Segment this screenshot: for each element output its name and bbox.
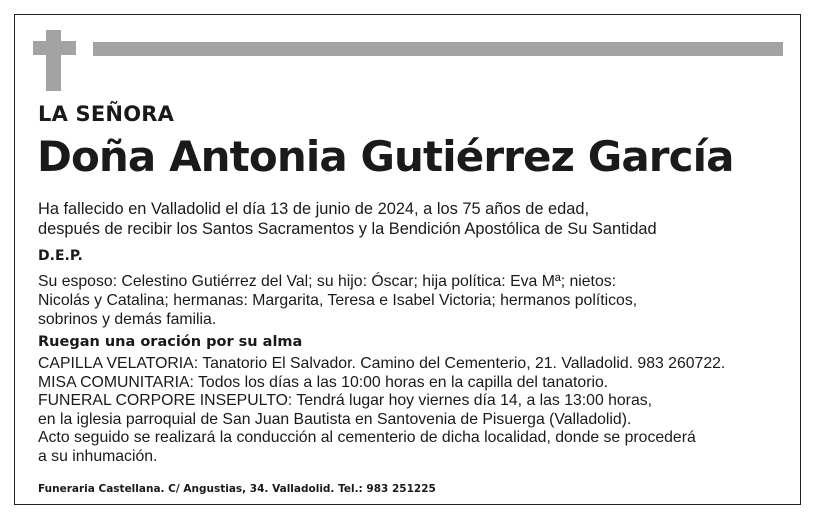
text-line: CAPILLA VELATORIA: Tanatorio El Salvador. Camino del Cementerio, 21. Valladolid. 983 260722. xyxy=(38,355,726,372)
text-line: Nicolás y Catalina; hermanas: Margarita, Teresa e Isabel Victoria; hermanos políticos, xyxy=(38,292,638,309)
cross-icon-arm xyxy=(33,41,76,55)
text-line: después de recibir los Santos Sacramentos y la Bendición Apostólica de Su Santidad xyxy=(38,220,657,238)
header-rule xyxy=(93,42,783,56)
deceased-name: Doña Antonia Gutiérrez García xyxy=(37,132,734,181)
text-line: sobrinos y demás familia. xyxy=(38,311,217,328)
family-list xyxy=(38,272,788,329)
text-line: en la iglesia parroquial de San Juan Bautista en Santovenia de Pisuerga (Valladolid). xyxy=(38,410,632,428)
text-line: Ha fallecido en Valladolid el día 13 de junio de 2024, a los 75 años de edad, xyxy=(38,200,590,218)
text-line: MISA COMUNITARIA: Todos los días a las 10:00 horas en la capilla del tanatorio. xyxy=(38,373,609,391)
text-line: Acto seguido se realizará la conducción al cementerio de dicha localidad, donde se procederá xyxy=(38,429,696,446)
funeral-home-footer: Funeraria Castellana. C/ Angustias, 34. Valladolid. Tel.: 983 251225 xyxy=(38,483,436,495)
text-line: a su inhumación. xyxy=(38,447,158,465)
text-line: Su esposo: Celestino Gutiérrez del Val; su hijo: Óscar; hija política: Eva Mª; nietos: xyxy=(38,273,617,290)
title-prefix: LA SEÑORA xyxy=(38,102,175,126)
service-details xyxy=(38,355,788,466)
text-line: FUNERAL CORPORE INSEPULTO: Tendrá lugar hoy viernes día 14, a las 13:00 horas, xyxy=(38,392,653,409)
death-announcement xyxy=(38,199,788,239)
cross-icon xyxy=(46,30,61,91)
rip-label: D.E.P. xyxy=(38,248,83,264)
prayer-request: Ruegan una oración por su alma xyxy=(38,334,303,350)
